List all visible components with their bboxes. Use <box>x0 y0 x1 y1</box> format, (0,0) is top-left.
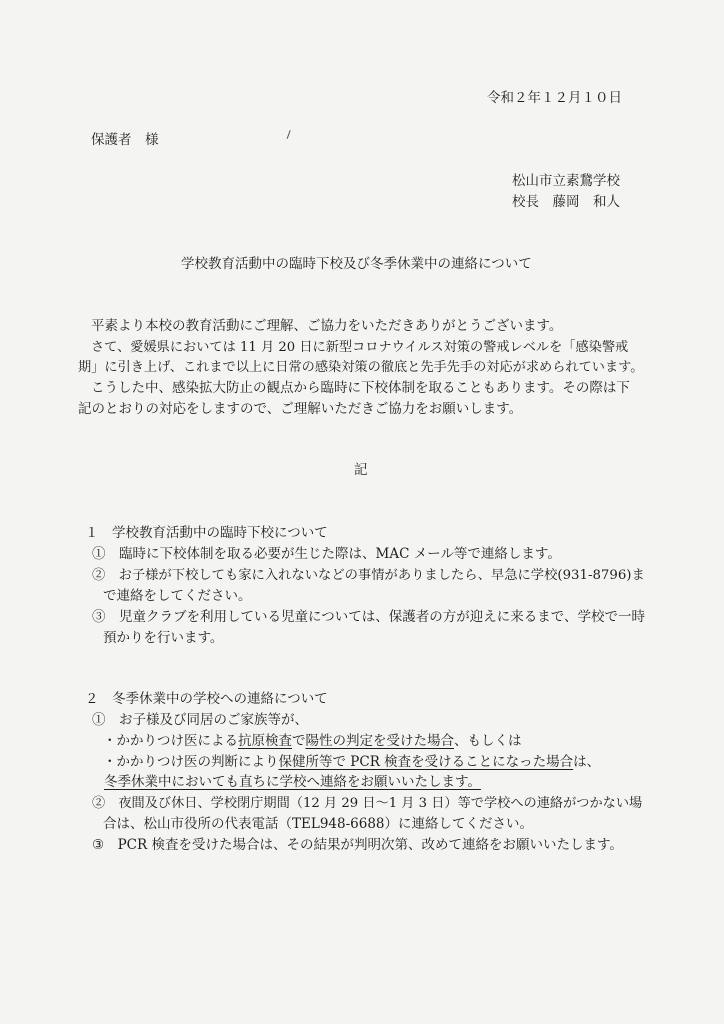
bullet-1-suffix: 、もしくは <box>454 733 522 749</box>
recipient-line: 保護者 様 <box>91 132 159 148</box>
stray-pen-mark <box>287 130 297 141</box>
intro-paragraph-3-line-1: こうした中、感染拡大防止の観点から臨時に下校体制を取ることもあります。その際は下 <box>91 380 630 396</box>
bullet-2-suffix: は、 <box>573 754 601 770</box>
section-1-item-3-line-1: ③ 児童クラブを利用している児童については、保護者の方が迎えに来るまで、学校で一時 <box>92 609 645 625</box>
section-2-bullet-1 <box>103 735 522 749</box>
section-2-bullet-2 <box>103 756 600 770</box>
bullet-1-positive-result: 陽性の判定を受けた場合 <box>305 733 454 749</box>
intro-paragraph-2-line-2: 期」に引き上げ、これまで以上に日常の感染対策の徹底と先手先手の対応が求められています。 <box>78 360 644 375</box>
section-1-item-2-line-2: で連絡をしてください。 <box>103 588 252 604</box>
document-title: 学校教育活動中の臨時下校及び冬季休業中の連絡について <box>181 256 532 272</box>
section-2-item-2-line-2: 合は、松山市役所の代表電話（TEL948-6688）に連絡してください。 <box>103 816 534 832</box>
intro-paragraph-3-line-2: 記のとおりの対応をしますので、ご理解いただきご協力をお願いします。 <box>78 401 523 417</box>
sender-principal: 校長 藤岡 和人 <box>512 194 620 210</box>
intro-paragraph-2-line-1: さて、愛媛県においては 11 月 20 日に新型コロナウイルス対策の警戒レベルを「感染警戒 <box>91 340 629 355</box>
document-date: 令和２年１２月１０日 <box>487 90 622 106</box>
bullet-2-prefix: ・かかりつけ医の判断により <box>103 754 279 770</box>
section-2-heading: ２ 冬季休業中の学校への連絡について <box>85 691 328 707</box>
section-1-heading: １ 学校教育活動中の臨時下校について <box>85 525 328 541</box>
intro-paragraph-1: 平素より本校の教育活動にご理解、ご協力をいただきありがとうございます。 <box>91 318 563 334</box>
section-2-item-1: ① お子様及び同居のご家族等が、 <box>92 712 308 728</box>
section-2-contact-instruction: 冬季休業中においても直ちに学校へ連絡をお願いいたします。 <box>104 774 481 790</box>
bullet-2-pcr-test: 保健所等で PCR 検査を受けることになった場合 <box>278 754 574 770</box>
sender-school: 松山市立素鵞学校 <box>512 173 620 189</box>
bullet-1-antigen-test: 抗原検査 <box>238 733 292 749</box>
ki-heading: 記 <box>354 462 368 478</box>
section-2-item-2-line-1: ② 夜間及び休日、学校閉庁期間（12 月 29 日～1 月 3 日）等で学校への連絡がつかない場 <box>92 796 643 811</box>
bullet-1-prefix: ・かかりつけ医による <box>103 733 238 749</box>
section-1-item-2-line-1: ② お子様が下校しても家に入れないなどの事情がありましたら、早急に学校(931-8796)ま <box>92 568 645 583</box>
section-1-item-3-line-2: 預かりを行います。 <box>103 630 224 646</box>
bullet-1-middle: で <box>292 733 306 749</box>
section-1-item-1: ① 臨時に下校体制を取る必要が生じた際は、MAC メール等で連絡します。 <box>92 546 561 562</box>
section-2-item-3: ③ PCR 検査を受けた場合は、その結果が判明次第、改めて連絡をお願いいたします。 <box>92 837 623 853</box>
